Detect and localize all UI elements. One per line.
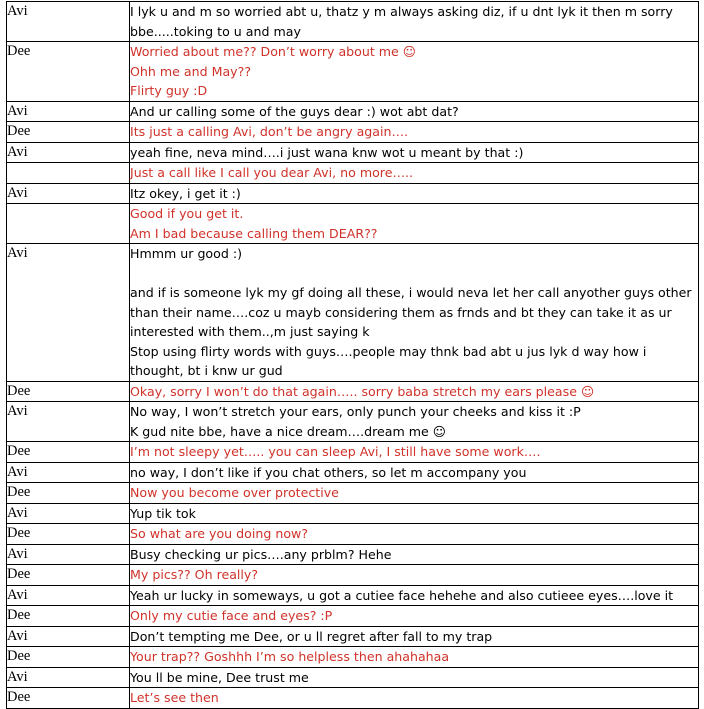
- speaker-cell: Avi: [7, 183, 130, 204]
- speaker-cell: Avi: [7, 101, 130, 122]
- speaker-cell: Avi: [7, 626, 130, 647]
- message-cell: You ll be mine, Dee trust me: [130, 667, 699, 688]
- message-cell: Only my cutie face and eyes? :P: [130, 606, 699, 627]
- message-cell: no way, I don’t like if you chat others, so let m accompany you: [130, 462, 699, 483]
- table-row: [7, 544, 699, 565]
- table-row: [7, 163, 699, 184]
- speaker-cell: [7, 204, 130, 244]
- table-row: [7, 524, 699, 545]
- table-row: [7, 122, 699, 143]
- speaker-cell: Dee: [7, 381, 130, 402]
- table-row: [7, 183, 699, 204]
- speaker-cell: Avi: [7, 142, 130, 163]
- speaker-cell: Dee: [7, 688, 130, 709]
- message-cell: Itz okey, i get it :): [130, 183, 699, 204]
- table-row: [7, 442, 699, 463]
- table-row: [7, 244, 699, 382]
- table-row: [7, 688, 699, 709]
- table-row: [7, 585, 699, 606]
- table-row: [7, 402, 699, 442]
- table-row: [7, 626, 699, 647]
- message-cell: Don’t tempting me Dee, or u ll regret after fall to my trap: [130, 626, 699, 647]
- chat-transcript-table: [6, 1, 699, 709]
- table-row: [7, 381, 699, 402]
- table-row: [7, 565, 699, 586]
- speaker-cell: Dee: [7, 606, 130, 627]
- message-cell: And ur calling some of the guys dear :) wot abt dat?: [130, 101, 699, 122]
- message-cell: My pics?? Oh really?: [130, 565, 699, 586]
- speaker-cell: Dee: [7, 42, 130, 102]
- speaker-cell: Avi: [7, 667, 130, 688]
- table-row: [7, 101, 699, 122]
- table-row: [7, 462, 699, 483]
- chat-rows: [7, 2, 699, 709]
- speaker-cell: Dee: [7, 442, 130, 463]
- speaker-cell: Dee: [7, 524, 130, 545]
- message-cell: I lyk u and m so worried abt u, thatz y m always asking diz, if u dnt lyk it then m sorry bbe.....toking to u and may: [130, 2, 699, 42]
- speaker-cell: Avi: [7, 544, 130, 565]
- table-row: [7, 42, 699, 102]
- speaker-cell: Dee: [7, 483, 130, 504]
- speaker-cell: Avi: [7, 2, 130, 42]
- message-cell: Just a call like I call you dear Avi, no more…..: [130, 163, 699, 184]
- message-cell: Your trap?? Goshhh I’m so helpless then ahahahaa: [130, 647, 699, 668]
- message-cell: Okay, sorry I won’t do that again….. sorry baba stretch my ears please ☺: [130, 381, 699, 402]
- message-cell: yeah fine, neva mind….i just wana knw wot u meant by that :): [130, 142, 699, 163]
- table-row: [7, 2, 699, 42]
- message-cell: Yup tik tok: [130, 503, 699, 524]
- message-cell: Worried about me?? Don’t worry about me ☺ Ohh me and May?? Flirty guy :D: [130, 42, 699, 102]
- speaker-cell: [7, 163, 130, 184]
- speaker-cell: Avi: [7, 462, 130, 483]
- table-row: [7, 142, 699, 163]
- message-cell: Yeah ur lucky in someways, u got a cutiee face hehehe and also cutieee eyes….love it: [130, 585, 699, 606]
- message-cell: No way, I won’t stretch your ears, only punch your cheeks and kiss it :P K gud nite bbe, have a nice dream….dream me ☺: [130, 402, 699, 442]
- speaker-cell: Dee: [7, 647, 130, 668]
- message-cell: Good if you get it. Am I bad because calling them DEAR??: [130, 204, 699, 244]
- speaker-cell: Avi: [7, 585, 130, 606]
- message-cell: Hmmm ur good :) and if is someone lyk my gf doing all these, i would neva let her call anyother guys other than their name….coz u mayb considering them as frnds and bt they can take it as ur interested with them..,m just saying k Stop using flirty words with guys….people may thnk bad abt u jus lyk d way how i thought, bt i knw ur gud: [130, 244, 699, 382]
- table-row: [7, 483, 699, 504]
- message-cell: Its just a calling Avi, don’t be angry again….: [130, 122, 699, 143]
- message-cell: Now you become over protective: [130, 483, 699, 504]
- table-row: [7, 503, 699, 524]
- table-row: [7, 606, 699, 627]
- message-cell: I’m not sleepy yet….. you can sleep Avi, I still have some work….: [130, 442, 699, 463]
- table-row: [7, 667, 699, 688]
- message-cell: Let’s see then: [130, 688, 699, 709]
- table-row: [7, 204, 699, 244]
- speaker-cell: Avi: [7, 402, 130, 442]
- speaker-cell: Dee: [7, 565, 130, 586]
- speaker-cell: Avi: [7, 503, 130, 524]
- speaker-cell: Avi: [7, 244, 130, 382]
- message-cell: Busy checking ur pics….any prblm? Hehe: [130, 544, 699, 565]
- message-cell: So what are you doing now?: [130, 524, 699, 545]
- table-row: [7, 647, 699, 668]
- speaker-cell: Dee: [7, 122, 130, 143]
